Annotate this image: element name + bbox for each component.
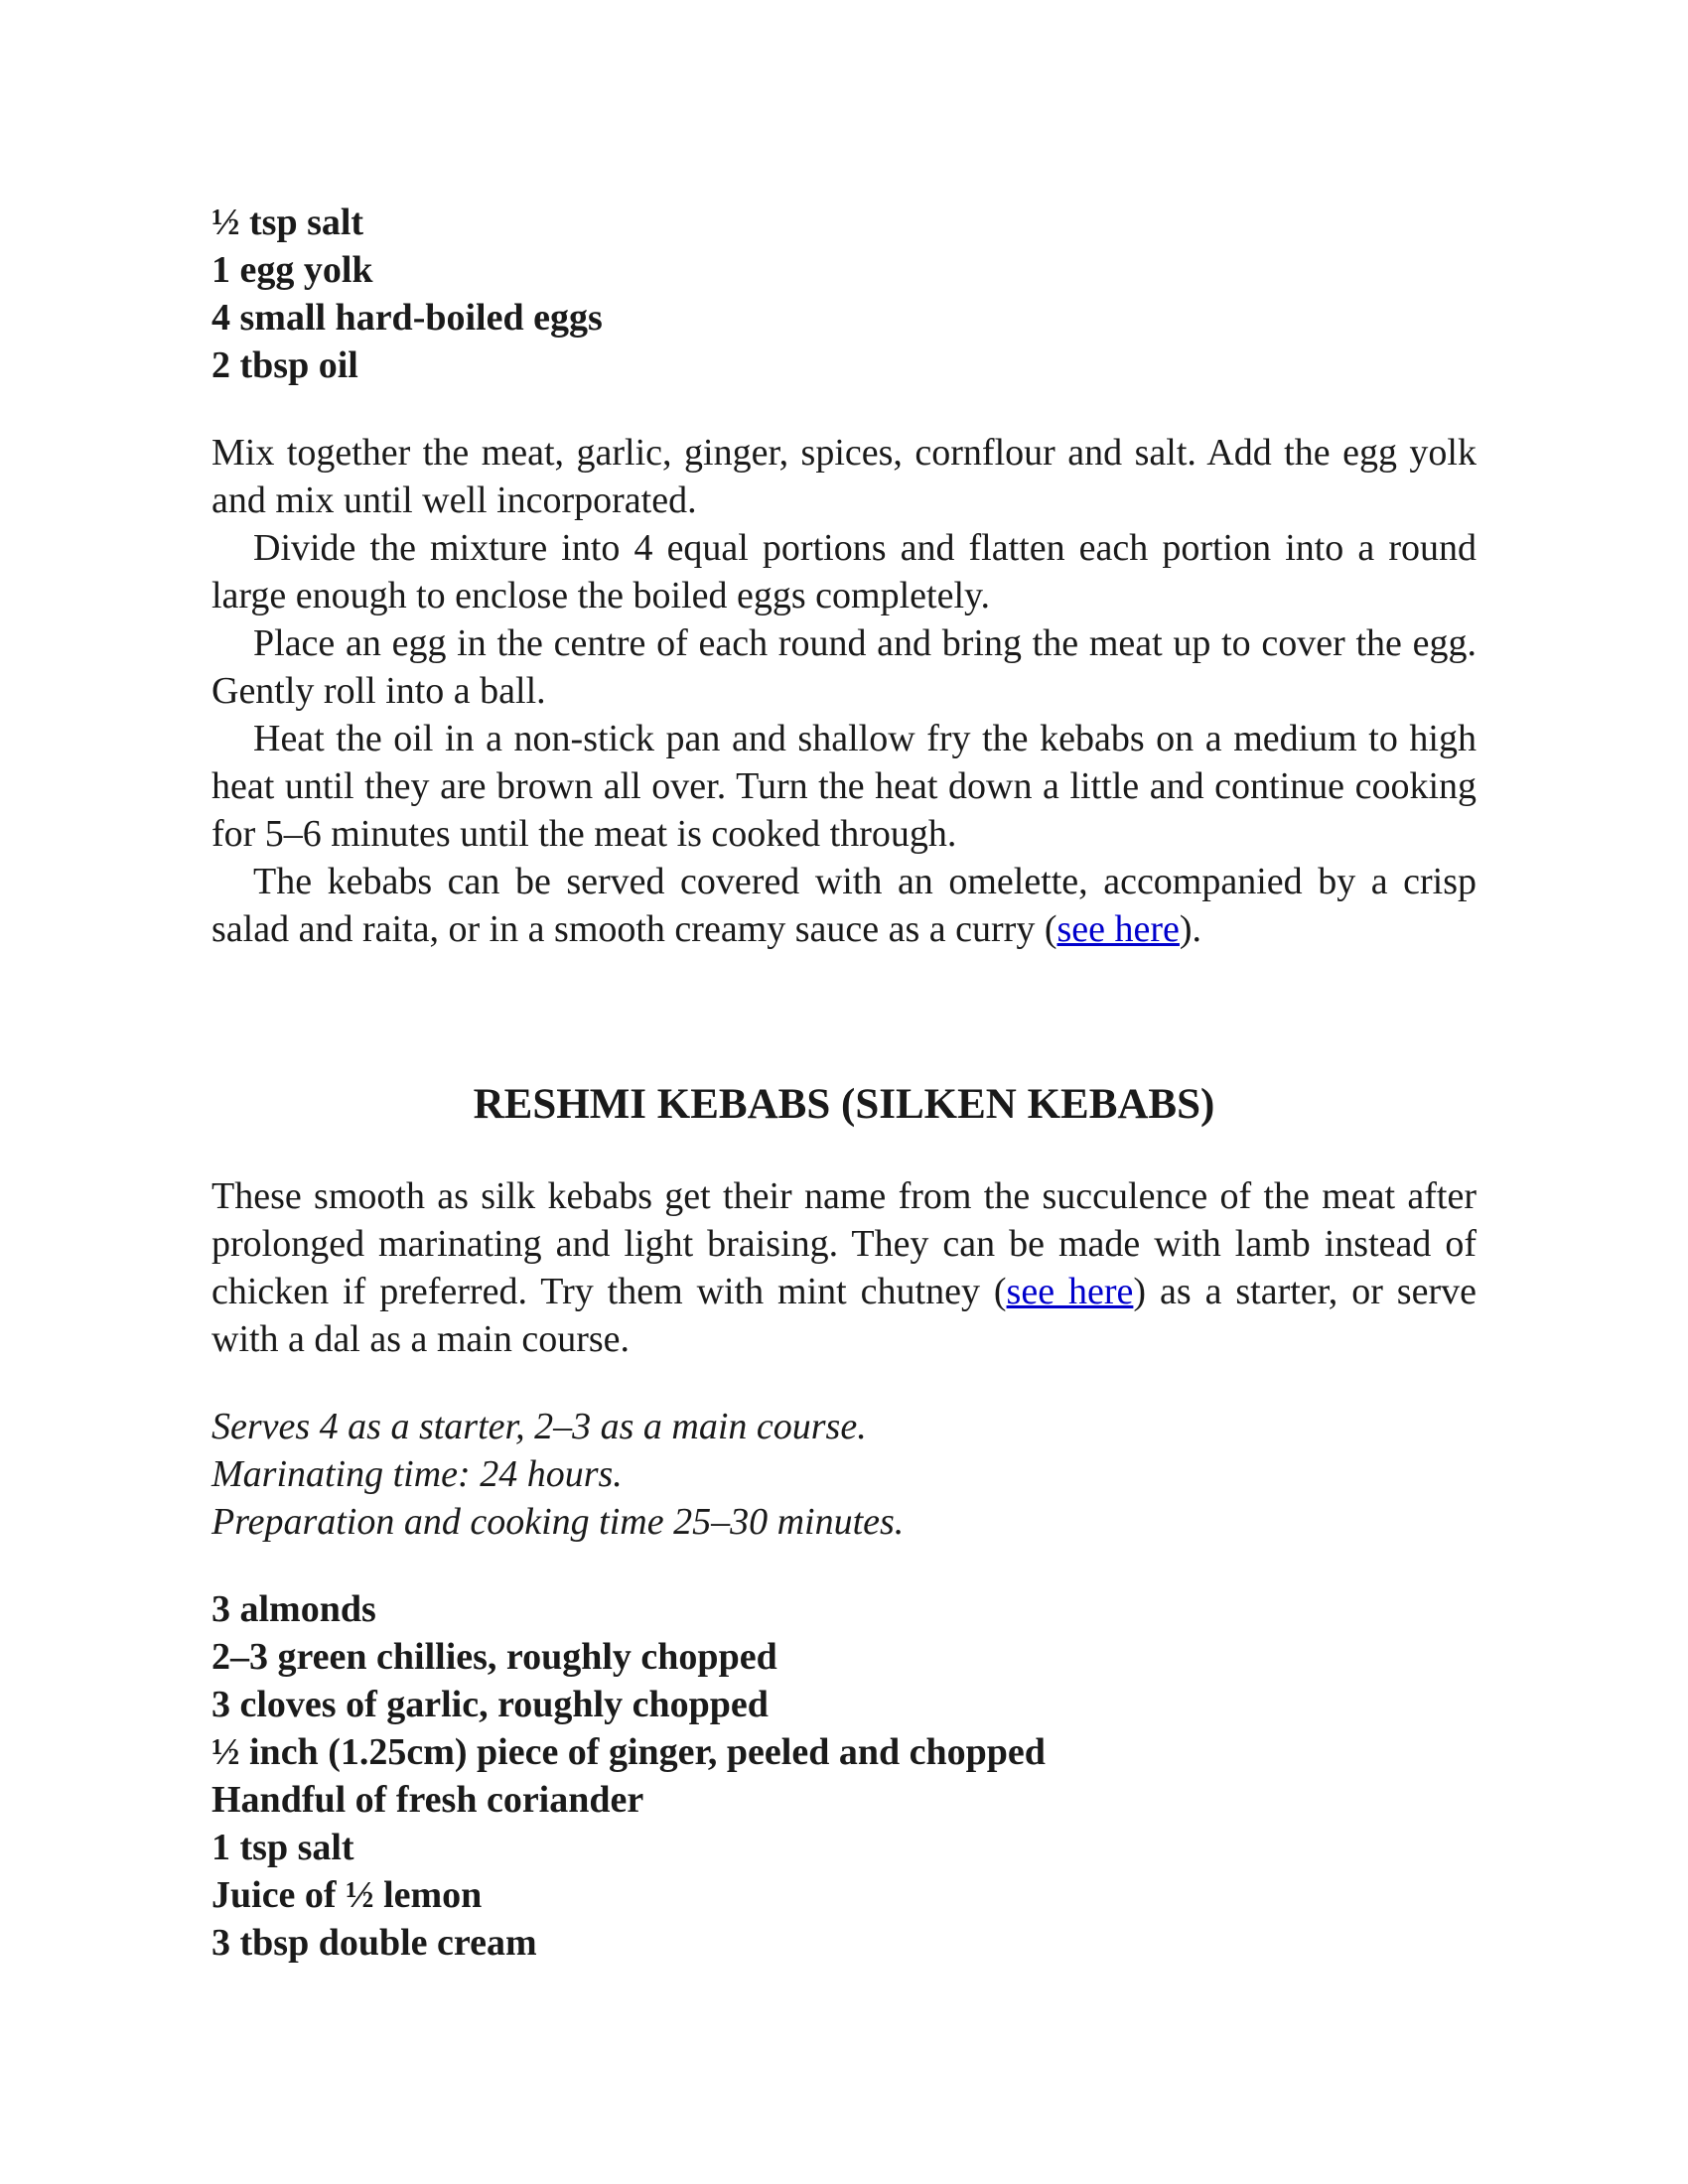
method-paragraph: Divide the mixture into 4 equal portions and flatten each portion into a round large enough to enclose the boiled eggs completely.: [211, 527, 1477, 616]
ingredient-item: 1 egg yolk: [211, 249, 373, 291]
ingredient-item: 2 tbsp oil: [211, 344, 358, 386]
see-here-link[interactable]: see here: [1006, 1271, 1134, 1312]
document-page: [211, 199, 1477, 1967]
ingredient-item: 1 tsp salt: [211, 1827, 354, 1868]
see-here-link[interactable]: see here: [1056, 908, 1180, 950]
marinating-line: Marinating time: 24 hours.: [211, 1453, 623, 1495]
method-paragraph: Mix together the meat, garlic, ginger, spices, cornflour and salt. Add the egg yolk and mix until well incorporated.: [211, 432, 1477, 521]
recipe-meta: [211, 1403, 1477, 1546]
ingredient-item: 3 cloves of garlic, roughly chopped: [211, 1684, 769, 1725]
ingredient-list-first: [211, 199, 1477, 389]
prep-time-line: Preparation and cooking time 25–30 minutes.: [211, 1501, 905, 1543]
ingredient-item: 2–3 green chillies, roughly chopped: [211, 1636, 777, 1678]
serving-text-end: ).: [1179, 908, 1202, 950]
method-paragraph: Place an egg in the centre of each round and bring the meat up to cover the egg. Gently roll into a ball.: [211, 622, 1477, 712]
ingredient-item: Handful of fresh coriander: [211, 1779, 644, 1821]
ingredient-item: 3 tbsp double cream: [211, 1922, 537, 1964]
ingredient-item: 3 almonds: [211, 1588, 376, 1630]
serving-text: The kebabs can be served covered with an omelette, accompanied by a crisp salad and raita, or in a smooth creamy sauce as a curry (: [211, 861, 1477, 950]
ingredient-list-second: [211, 1585, 1477, 1967]
recipe-title: RESHMI KEBABS (SILKEN KEBABS): [473, 1081, 1215, 1128]
method-section: [211, 429, 1477, 953]
method-paragraph: Heat the oil in a non-stick pan and shallow fry the kebabs on a medium to high heat until they are brown all over. Turn the heat down a little and continue cooking for 5–6 minutes until the meat is cooked through.: [211, 718, 1477, 855]
serves-line: Serves 4 as a starter, 2–3 as a main course.: [211, 1406, 867, 1447]
intro-text-end: ) as a starter, or serve with a dal as a main course.: [211, 1271, 1477, 1360]
method-paragraph-serving: [211, 858, 1477, 953]
intro-text: These smooth as silk kebabs get their name from the succulence of the meat after prolonged marinating and light braising. They can be made with lamb instead of chicken if preferred. Try them with mint chutney (: [211, 1175, 1477, 1312]
ingredient-item: Juice of ½ lemon: [211, 1874, 483, 1916]
recipe-intro: [211, 1172, 1477, 1363]
ingredient-item: ½ tsp salt: [211, 202, 364, 243]
ingredient-item: ½ inch (1.25cm) piece of ginger, peeled and chopped: [211, 1731, 1046, 1773]
ingredient-item: 4 small hard-boiled eggs: [211, 297, 603, 339]
